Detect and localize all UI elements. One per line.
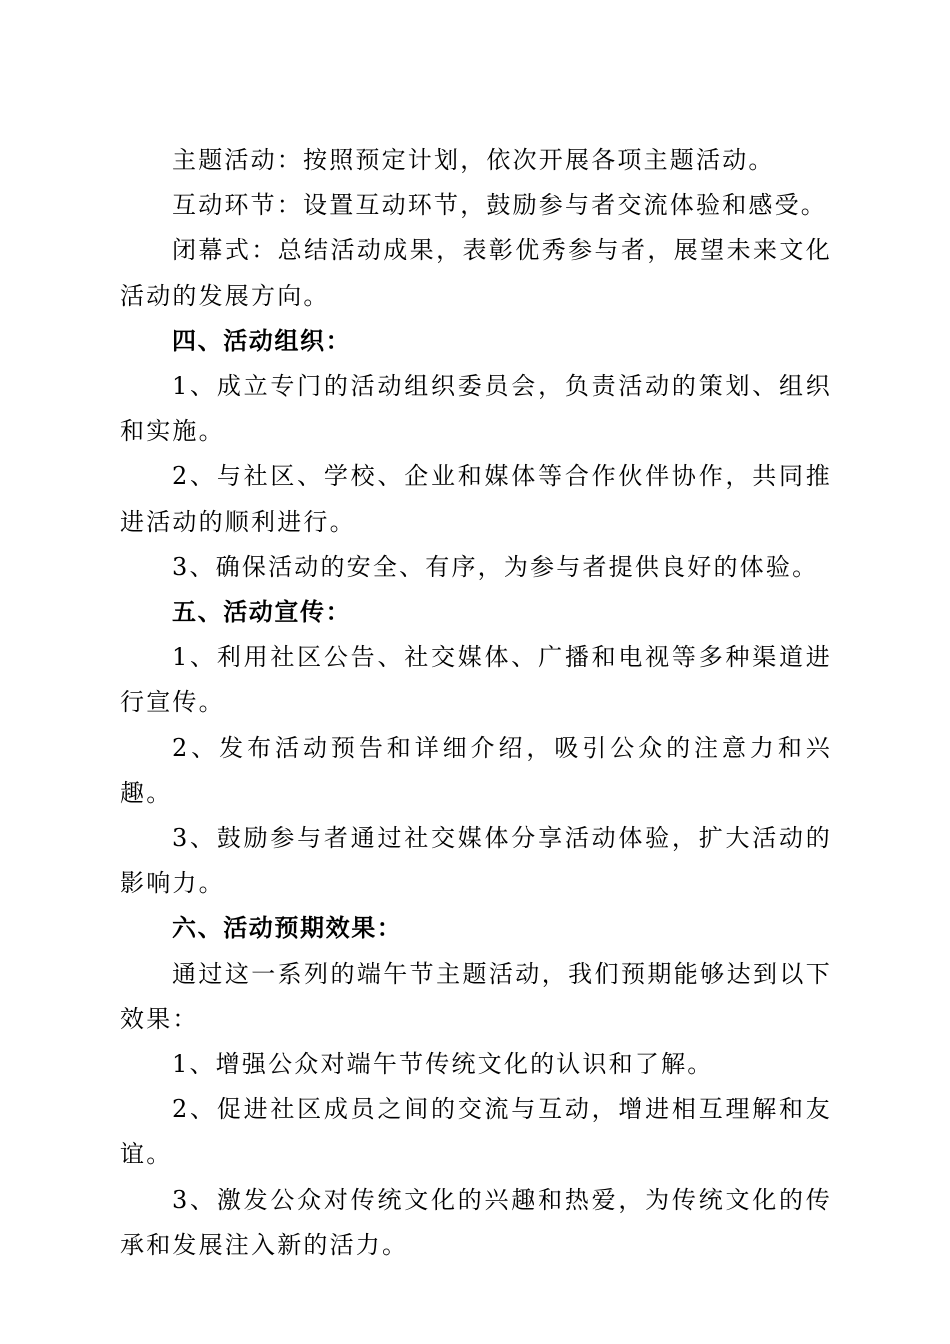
paragraph-opening-theme-activities: 主题活动：按照预定计划，依次开展各项主题活动。 bbox=[172, 146, 775, 174]
paragraph-promotion-item-1: 1、利用社区公告、社交媒体、广播和电视等多种渠道进行宣传。 bbox=[120, 643, 832, 717]
paragraph-expected-results-item-2: 2、促进社区成员之间的交流与互动，增进相互理解和友谊。 bbox=[120, 1095, 832, 1169]
paragraph-promotion-item-3: 3、鼓励参与者通过社交媒体分享活动体验，扩大活动的影响力。 bbox=[120, 824, 832, 898]
paragraph-organization-item-2: 2、与社区、学校、企业和媒体等合作伙伴协作，共同推进活动的顺利进行。 bbox=[120, 462, 832, 536]
section-heading-promotion: 五、活动宣传： bbox=[172, 598, 352, 627]
section-heading-expected-results: 六、活动预期效果： bbox=[172, 914, 403, 943]
paragraph-expected-results-item-3: 3、激发公众对传统文化的兴趣和热爱，为传统文化的传承和发展注入新的活力。 bbox=[120, 1185, 832, 1259]
document-body bbox=[120, 138, 832, 1268]
paragraph-expected-results-intro: 通过这一系列的端午节主题活动，我们预期能够达到以下效果： bbox=[120, 959, 832, 1033]
paragraph-organization-item-3: 3、确保活动的安全、有序，为参与者提供良好的体验。 bbox=[172, 552, 819, 581]
paragraph-organization-item-1: 1、成立专门的活动组织委员会，负责活动的策划、组织和实施。 bbox=[120, 372, 832, 446]
section-heading-organization: 四、活动组织： bbox=[172, 326, 352, 355]
paragraph-promotion-item-2: 2、发布活动预告和详细介绍，吸引公众的注意力和兴趣。 bbox=[120, 733, 832, 807]
paragraph-closing-ceremony: 闭幕式：总结活动成果，表彰优秀参与者，展望未来文化活动的发展方向。 bbox=[120, 236, 832, 310]
paragraph-expected-results-item-1: 1、增强公众对端午节传统文化的认识和了解。 bbox=[172, 1050, 714, 1079]
paragraph-interactive-session: 互动环节：设置互动环节，鼓励参与者交流体验和感受。 bbox=[172, 191, 827, 220]
